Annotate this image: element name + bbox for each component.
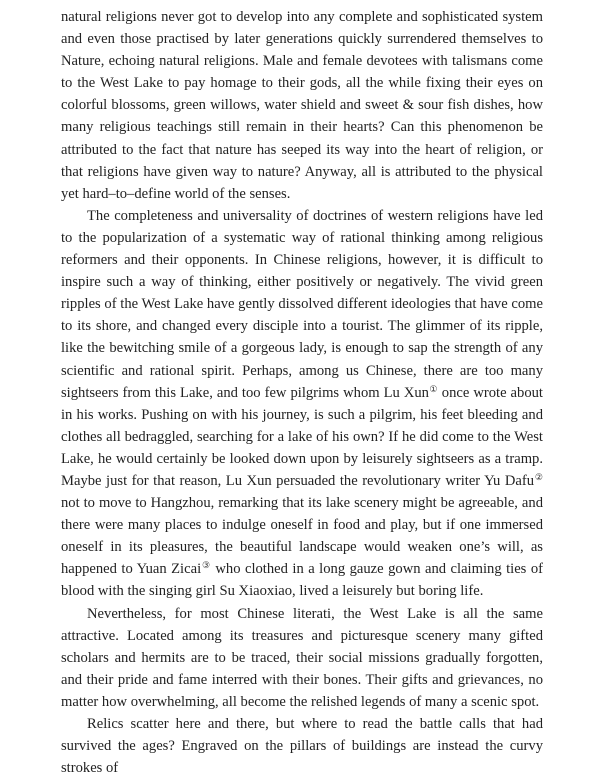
paragraph-4	[61, 713, 543, 779]
paragraph-text: The completeness and universality of doctrines of western religions have led to the popularization of a systematic way of rational thinking among religious reformers and their opponents. In Chinese religions, however, it is difficult to inspire such a way of thinking, either positively or negatively. The vivid green ripples of the West Lake have gently dissolved different ideologies that have come to its shore, and changed every disciple into a tourist. The glimmer of its ripple, like the bewitching smile of a gorgeous lady, is enough to sap the strength of any scientific and rational spirit. Perhaps, among us Chinese, there are too many sightseers from this Lake, and too few pilgrims whom Lu Xun	[61, 207, 543, 401]
footnote-marker-2[interactable]: ②	[534, 471, 543, 482]
footnote-marker-3[interactable]: ③	[201, 560, 211, 571]
paragraph-3	[61, 603, 543, 713]
paragraph-text: Relics scatter here and there, but where to read the battle calls that had survived the ages? Engraved on the pillars of buildings are instead the curvy strokes of	[61, 716, 543, 777]
paragraph-1	[61, 6, 543, 205]
paragraph-text: not to move to Hangzhou, remarking that its lake scenery might be agreeable, and there were many places to indulge oneself in food and play, but if one immersed oneself in its pleasures, the beautiful landscape would weaken one’s will, as happened to Yuan Zicai	[61, 495, 543, 578]
paragraph-text: who clothed in a long gauze gown and claiming ties of blood with the singing girl Su Xiaoxiao, lived a leisurely but boring life.	[61, 561, 543, 600]
document-page	[61, 6, 543, 779]
footnote-marker-1[interactable]: ①	[428, 383, 438, 394]
paragraph-text: natural religions never got to develop into any complete and sophisticated system and even those practised by later generations quickly surrendered themselves to Nature, echoing natural religions. Male and female devotees with talismans come to the West Lake to pay homage to their gods, all the while fixing their eyes on colorful blossoms, green willows, water shield and sweet & sour fish dishes, how many religious teachings still remain in their hearts? Can this phenomenon be attributed to the fact that nature has seeped its way into the heart of religion, or that religions have given way to nature? Anyway, all is attributed to the physical yet hard–to–define world of the senses.	[61, 9, 543, 202]
paragraph-text: Nevertheless, for most Chinese literati, the West Lake is all the same attractive. Located among its treasures and picturesque scenery many gifted scholars and hermits are to be traced, their social missions gradually forgotten, and their pride and fame interred with their bones. Their gifts and grievances, no matter how overwhelming, all become the relished legends of many a scenic spot.	[61, 605, 543, 710]
paragraph-text: once wrote about in his works. Pushing on with his journey, is such a pilgrim, his feet bleeding and clothes all bedraggled, searching for a lake of his own? If he did come to the West Lake, he would certainly be looked down upon by leisurely sightseers as a tramp. Maybe just for that reason, Lu Xun persuaded the revolutionary writer Yu Dafu	[61, 384, 543, 489]
paragraph-2	[61, 205, 543, 603]
